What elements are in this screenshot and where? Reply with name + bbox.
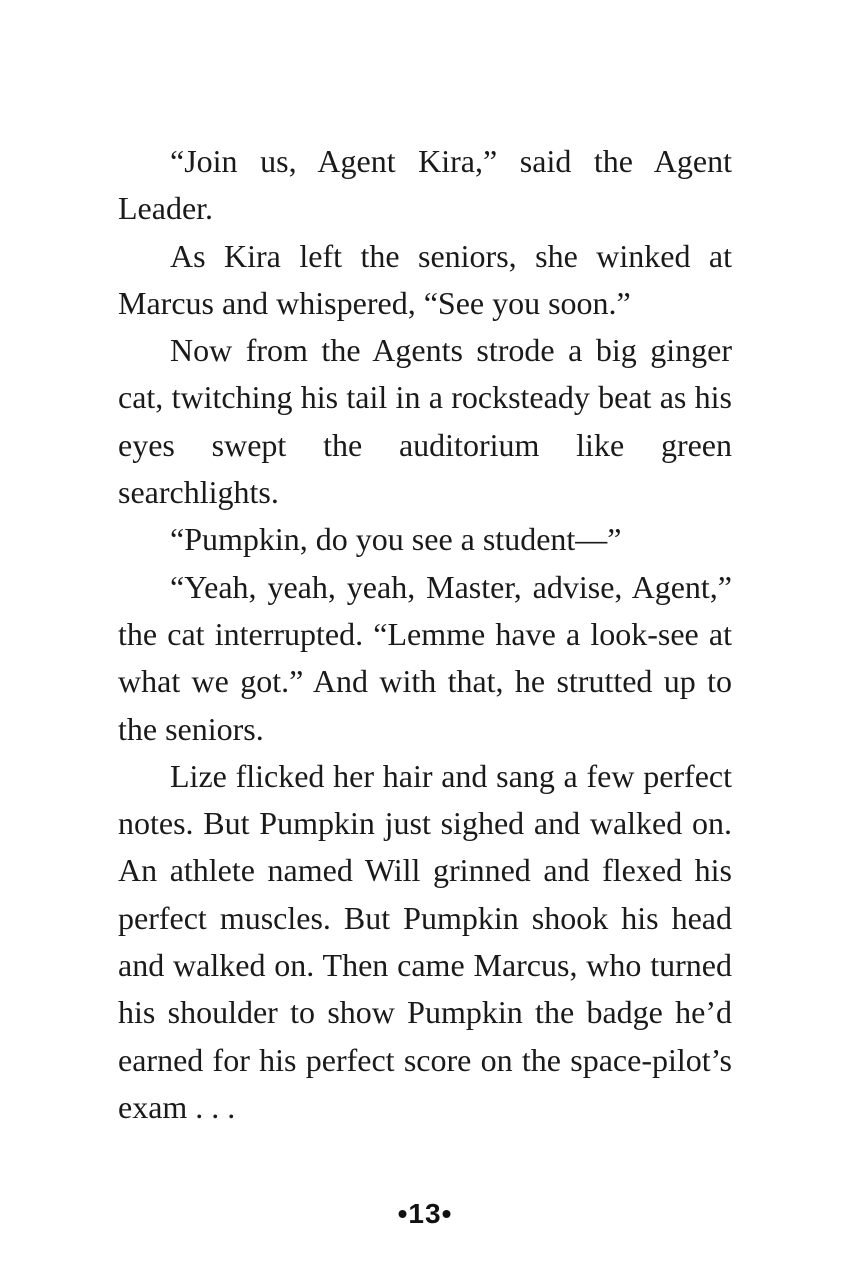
page-number: •13• xyxy=(397,1198,453,1229)
paragraph: “Yeah, yeah, yeah, Master, advise, Agent,” the cat interrupted. “Lemme have a look-see at what we got.” And with that, he strutted up to the seniors. xyxy=(118,568,732,747)
paragraph: Lize flicked her hair and sang a few perfect notes. But Pumpkin just sighed and walked on. An athlete named Will grinned and flexed his perfect muscles. But Pumpkin shook his head and walked on. Then came Marcus, who turned his shoulder to show Pumpkin the badge he’d earned for his perfect score on the space-pilot’s exam . . . xyxy=(118,757,732,1125)
paragraph: As Kira left the seniors, she winked at Marcus and whispered, “See you soon.” xyxy=(118,237,732,321)
paragraph: “Pumpkin, do you see a student—” xyxy=(170,521,622,558)
page-body xyxy=(118,138,732,1131)
paragraph: “Join us, Agent Kira,” said the Agent Leader. xyxy=(118,143,732,227)
paragraph: Now from the Agents strode a big ginger cat, twitching his tail in a rocksteady beat as his eyes swept the auditorium like green searchlights. xyxy=(118,332,732,511)
